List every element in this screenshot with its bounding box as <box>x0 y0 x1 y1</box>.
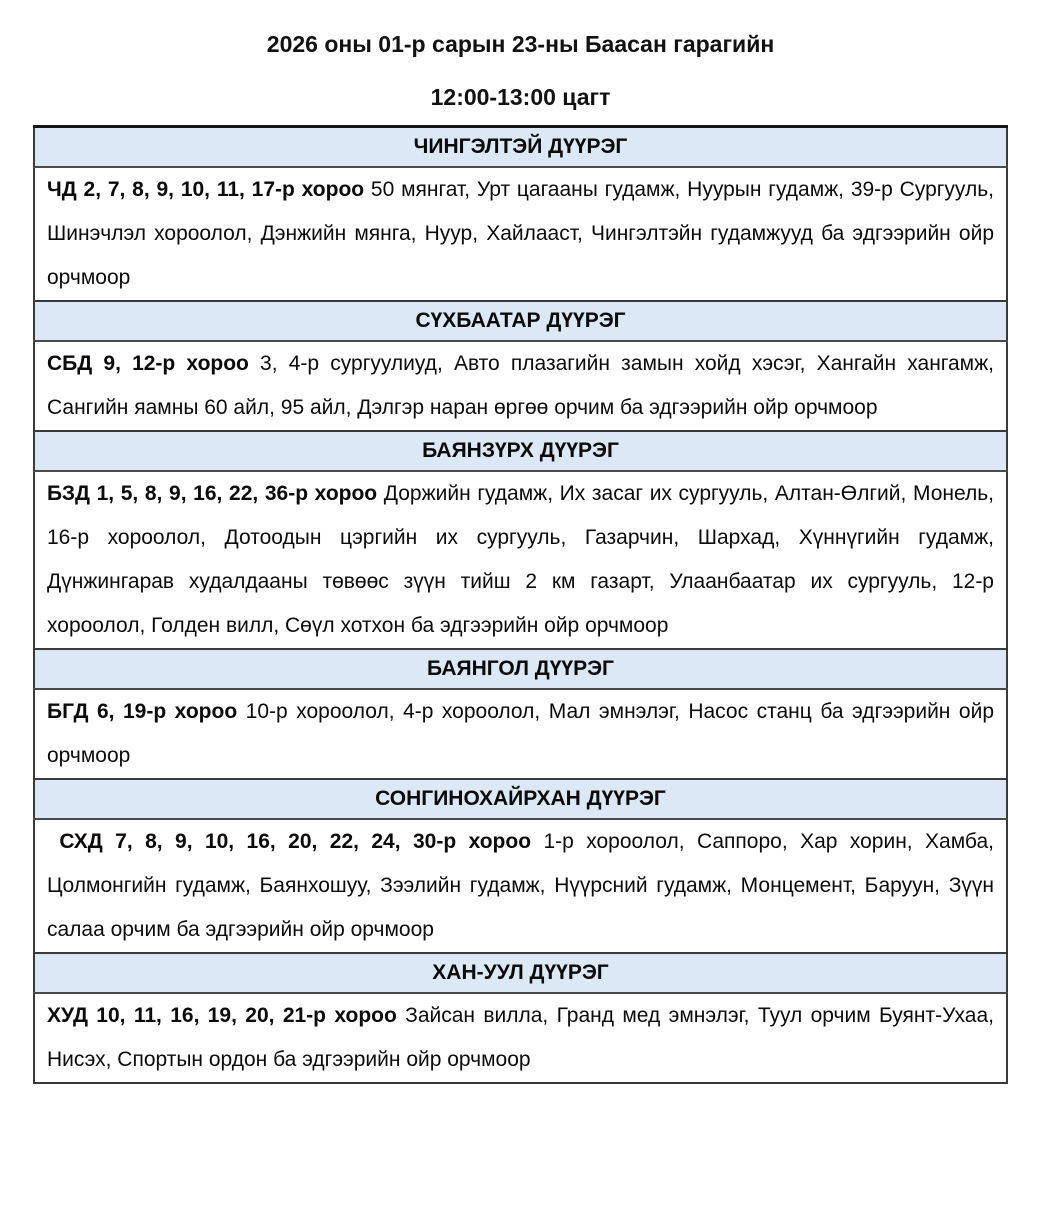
district-body-songinokhairkhan <box>34 819 1007 953</box>
table-row <box>34 301 1007 341</box>
district-header-sukhbaatar: СҮХБААТАР ДҮҮРЭГ <box>34 301 1007 341</box>
outage-schedule-table <box>33 125 1008 1084</box>
table-row <box>34 993 1007 1083</box>
district-header-songinokhairkhan: СОНГИНОХАЙРХАН ДҮҮРЭГ <box>34 779 1007 819</box>
district-body-bayanzurkh <box>34 471 1007 649</box>
khoroo-list-bold: СБД 9, 12-р хороо <box>47 351 249 375</box>
district-body-sukhbaatar <box>34 341 1007 431</box>
title-time-line: 12:00-13:00 цагт <box>430 84 611 110</box>
district-header-bayanzurkh: БАЯНЗҮРХ ДҮҮРЭГ <box>34 431 1007 471</box>
table-row <box>34 127 1007 167</box>
khoroo-list-bold: БГД 6, 19-р хороо <box>47 699 238 723</box>
district-body-chingeltei <box>34 167 1007 301</box>
khoroo-list-bold: БЗД 1, 5, 8, 9, 16, 22, 36-р хороо <box>47 481 378 505</box>
district-header-bayangol: БАЯНГОЛ ДҮҮРЭГ <box>34 649 1007 689</box>
table-row <box>34 779 1007 819</box>
district-body-khanuul <box>34 993 1007 1083</box>
table-row <box>34 431 1007 471</box>
khoroo-list-bold: СХД 7, 8, 9, 10, 16, 20, 22, 24, 30-р хороо <box>47 829 532 853</box>
table-row <box>34 167 1007 301</box>
table-row <box>34 689 1007 779</box>
table-row <box>34 953 1007 993</box>
area-description: 50 мянгат, Урт цагааны гудамж, Нуурын гудамж, 39-р Сургууль, Шинэчлэл хороолол, Дэнжийн мянга, Нуур, Хайлааст, Чингэлтэйн гудамжууд ба эдгээрийн ойр орчмоор <box>47 177 994 289</box>
area-description: 10-р хороолол, 4-р хороолол, Мал эмнэлэг, Насос станц ба эдгээрийн ойр орчмоор <box>47 699 994 767</box>
district-header-khanuul: ХАН-УУЛ ДҮҮРЭГ <box>34 953 1007 993</box>
area-description: 1-р хороолол, Саппоро, Хар хорин, Хамба, Цолмонгийн гудамж, Баянхошуу, Зээлийн гудамж, Нүүрсний гудамж, Монцемент, Баруун, Зүүн салаа орчим ба эдгээрийн ойр орчмоор <box>47 829 994 941</box>
district-body-bayangol <box>34 689 1007 779</box>
table-row <box>34 341 1007 431</box>
document-title <box>0 0 1041 110</box>
title-date-line: 2026 оны 01-р сарын 23-ны Баасан гарагийн <box>266 31 775 57</box>
table-row <box>34 819 1007 953</box>
district-header-chingeltei: ЧИНГЭЛТЭЙ ДҮҮРЭГ <box>34 127 1007 167</box>
area-description: Доржийн гудамж, Их засаг их сургууль, Алтан-Өлгий, Монель, 16-р хороолол, Дотоодын цэргийн их сургууль, Газарчин, Шархад, Хүннүгийн гудамж, Дүнжингарав худалдааны төвөөс зүүн тийш 2 км газарт, Улаанбаатар их сургууль, 12-р хороолол, Голден вилл, Сөүл хотхон ба эдгээрийн ойр орчмоор <box>47 481 994 637</box>
area-description: 3, 4-р сургуулиуд, Авто плазагийн замын хойд хэсэг, Хангайн хангамж, Сангийн яамны 60 айл, 95 айл, Дэлгэр наран өргөө орчим ба эдгээрийн ойр орчмоор <box>47 351 994 419</box>
area-description: Зайсан вилла, Гранд мед эмнэлэг, Туул орчим Буянт-Ухаа, Нисэх, Спортын ордон ба эдгээрийн ойр орчмоор <box>47 1003 994 1071</box>
khoroo-list-bold: ХУД 10, 11, 16, 19, 20, 21-р хороо <box>47 1003 397 1027</box>
table-row <box>34 649 1007 689</box>
table-row <box>34 471 1007 649</box>
khoroo-list-bold: ЧД 2, 7, 8, 9, 10, 11, 17-р хороо <box>47 177 365 201</box>
